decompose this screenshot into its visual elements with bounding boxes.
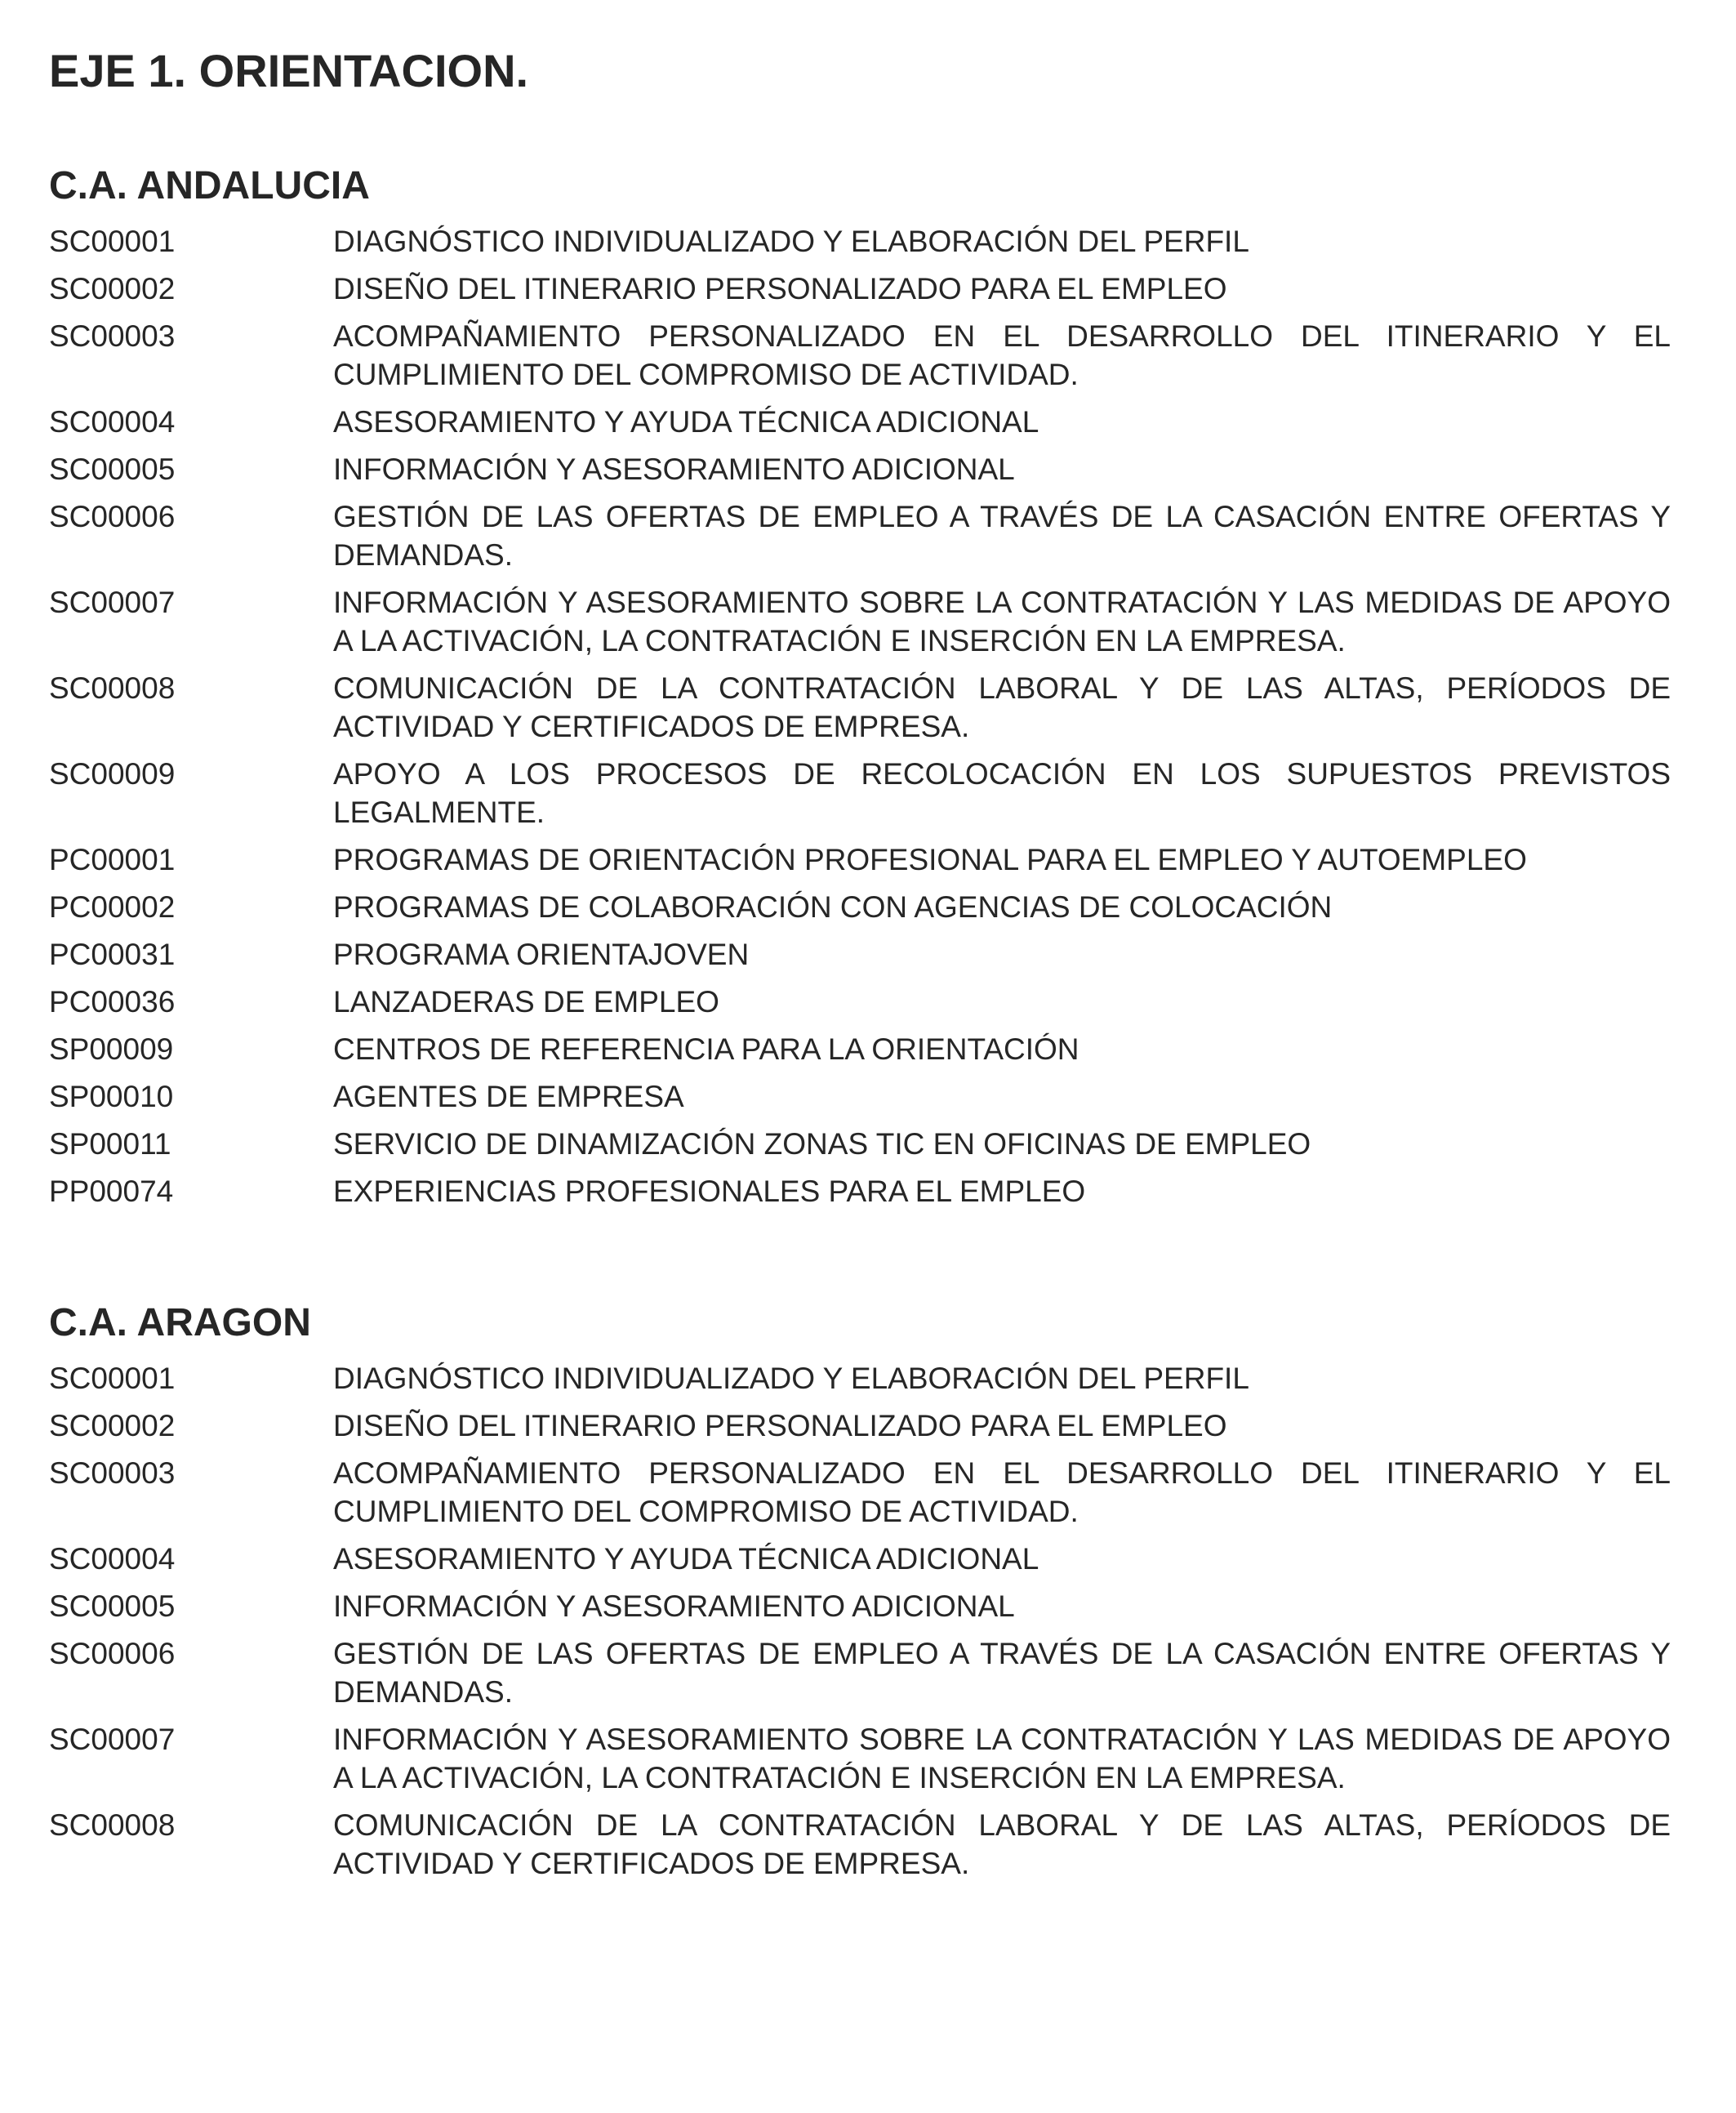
entry-code: SP00009 — [49, 1032, 174, 1066]
entry-description: PROGRAMAS DE ORIENTACIÓN PROFESIONAL PARA EL EMPLEO Y AUTOEMPLEO — [333, 843, 1527, 876]
region-title: C.A. ARAGON — [49, 1301, 311, 1344]
entry-description: PROGRAMAS DE COLABORACIÓN CON AGENCIAS DE COLOCACIÓN — [333, 890, 1333, 924]
entry-description: EXPERIENCIAS PROFESIONALES PARA EL EMPLEO — [333, 1175, 1086, 1208]
entry-code: PP00074 — [49, 1175, 174, 1208]
entry-code: SC00007 — [49, 586, 176, 619]
list-item — [49, 450, 1671, 488]
list-item — [49, 583, 1671, 660]
entry-description: DIAGNÓSTICO INDIVIDUALIZADO Y ELABORACIÓN DEL PERFIL — [333, 225, 1249, 258]
list-item — [49, 669, 1671, 746]
entry-code: SC00001 — [49, 225, 176, 258]
entry-description: GESTIÓN DE LAS OFERTAS DE EMPLEO A TRAVÉS DE LA CASACIÓN ENTRE OFERTAS Y DEMANDAS. — [333, 500, 1671, 572]
list-item — [49, 1125, 1671, 1163]
list-item — [49, 1720, 1671, 1797]
entry-description: SERVICIO DE DINAMIZACIÓN ZONAS TIC EN OFICINAS DE EMPLEO — [333, 1127, 1311, 1161]
list-item — [49, 755, 1671, 831]
entry-description: APOYO A LOS PROCESOS DE RECOLOCACIÓN EN LOS SUPUESTOS PREVISTOS LEGALMENTE. — [333, 757, 1671, 829]
entry-code: SP00010 — [49, 1080, 174, 1113]
list-item — [49, 222, 1671, 261]
entry-description: ASESORAMIENTO Y AYUDA TÉCNICA ADICIONAL — [333, 405, 1039, 439]
entry-code: SC00003 — [49, 319, 176, 353]
list-item — [49, 1172, 1671, 1210]
entry-code: SC00008 — [49, 671, 176, 705]
list-item — [49, 497, 1671, 574]
entry-description: DISEÑO DEL ITINERARIO PERSONALIZADO PARA EL EMPLEO — [333, 1409, 1227, 1442]
entry-description: INFORMACIÓN Y ASESORAMIENTO ADICIONAL — [333, 452, 1015, 486]
entry-description: COMUNICACIÓN DE LA CONTRATACIÓN LABORAL Y DE LAS ALTAS, PERÍODOS DE ACTIVIDAD Y CERTIFICADOS DE EMPRESA. — [333, 671, 1671, 743]
region-title: C.A. ANDALUCIA — [49, 164, 370, 207]
list-item — [49, 270, 1671, 308]
entry-code: PC00036 — [49, 985, 176, 1019]
entry-code: SC00007 — [49, 1723, 176, 1756]
entry-code: SC00009 — [49, 757, 176, 791]
entry-description: ASESORAMIENTO Y AYUDA TÉCNICA ADICIONAL — [333, 1542, 1039, 1576]
list-item — [49, 1634, 1671, 1711]
entry-code: SC00001 — [49, 1362, 176, 1395]
entry-description: COMUNICACIÓN DE LA CONTRATACIÓN LABORAL Y DE LAS ALTAS, PERÍODOS DE ACTIVIDAD Y CERTIFICADOS DE EMPRESA. — [333, 1808, 1671, 1880]
entry-code: SC00006 — [49, 1637, 176, 1670]
entry-list — [49, 1359, 1671, 1883]
list-item — [49, 935, 1671, 974]
entry-list — [49, 222, 1671, 1210]
list-item — [49, 1359, 1671, 1398]
entry-description: INFORMACIÓN Y ASESORAMIENTO SOBRE LA CONTRATACIÓN Y LAS MEDIDAS DE APOYO A LA ACTIVACIÓN, LA CONTRATACIÓN E INSERCIÓN EN LA EMPRESA. — [333, 1723, 1671, 1794]
entry-description: DIAGNÓSTICO INDIVIDUALIZADO Y ELABORACIÓN DEL PERFIL — [333, 1362, 1249, 1395]
list-item — [49, 888, 1671, 926]
entry-code: SC00002 — [49, 1409, 176, 1442]
region-aragon — [49, 1300, 1671, 1892]
entry-code: SC00002 — [49, 272, 176, 305]
entry-description: INFORMACIÓN Y ASESORAMIENTO SOBRE LA CONTRATACIÓN Y LAS MEDIDAS DE APOYO A LA ACTIVACIÓN, LA CONTRATACIÓN E INSERCIÓN EN LA EMPRESA. — [333, 586, 1671, 658]
page-title: EJE 1. ORIENTACION. — [49, 45, 529, 96]
entry-code: PC00001 — [49, 843, 176, 876]
list-item — [49, 317, 1671, 394]
list-item — [49, 1806, 1671, 1883]
list-item — [49, 1587, 1671, 1625]
entry-code: SC00005 — [49, 452, 176, 486]
entry-description: ACOMPAÑAMIENTO PERSONALIZADO EN EL DESARROLLO DEL ITINERARIO Y EL CUMPLIMIENTO DEL COMPROMISO DE ACTIVIDAD. — [333, 319, 1671, 391]
list-item — [49, 403, 1671, 441]
list-item — [49, 1406, 1671, 1445]
list-item — [49, 1077, 1671, 1116]
entry-code: SC00008 — [49, 1808, 176, 1842]
entry-description: GESTIÓN DE LAS OFERTAS DE EMPLEO A TRAVÉS DE LA CASACIÓN ENTRE OFERTAS Y DEMANDAS. — [333, 1637, 1671, 1709]
list-item — [49, 1454, 1671, 1531]
entry-description: LANZADERAS DE EMPLEO — [333, 985, 719, 1019]
list-item — [49, 1030, 1671, 1068]
entry-code: PC00031 — [49, 938, 176, 971]
entry-code: SC00005 — [49, 1589, 176, 1623]
entry-code: SP00011 — [49, 1127, 171, 1161]
entry-code: SC00004 — [49, 1542, 176, 1576]
entry-description: ACOMPAÑAMIENTO PERSONALIZADO EN EL DESARROLLO DEL ITINERARIO Y EL CUMPLIMIENTO DEL COMPROMISO DE ACTIVIDAD. — [333, 1456, 1671, 1528]
region-andalucia — [49, 163, 1671, 1219]
entry-description: CENTROS DE REFERENCIA PARA LA ORIENTACIÓN — [333, 1032, 1079, 1066]
entry-code: SC00003 — [49, 1456, 176, 1490]
entry-code: PC00002 — [49, 890, 176, 924]
list-item — [49, 983, 1671, 1021]
entry-description: DISEÑO DEL ITINERARIO PERSONALIZADO PARA EL EMPLEO — [333, 272, 1227, 305]
entry-code: SC00006 — [49, 500, 176, 533]
entry-description: PROGRAMA ORIENTAJOVEN — [333, 938, 750, 971]
entry-description: INFORMACIÓN Y ASESORAMIENTO ADICIONAL — [333, 1589, 1015, 1623]
entry-code: SC00004 — [49, 405, 176, 439]
entry-description: AGENTES DE EMPRESA — [333, 1080, 684, 1113]
list-item — [49, 1540, 1671, 1578]
list-item — [49, 840, 1671, 879]
